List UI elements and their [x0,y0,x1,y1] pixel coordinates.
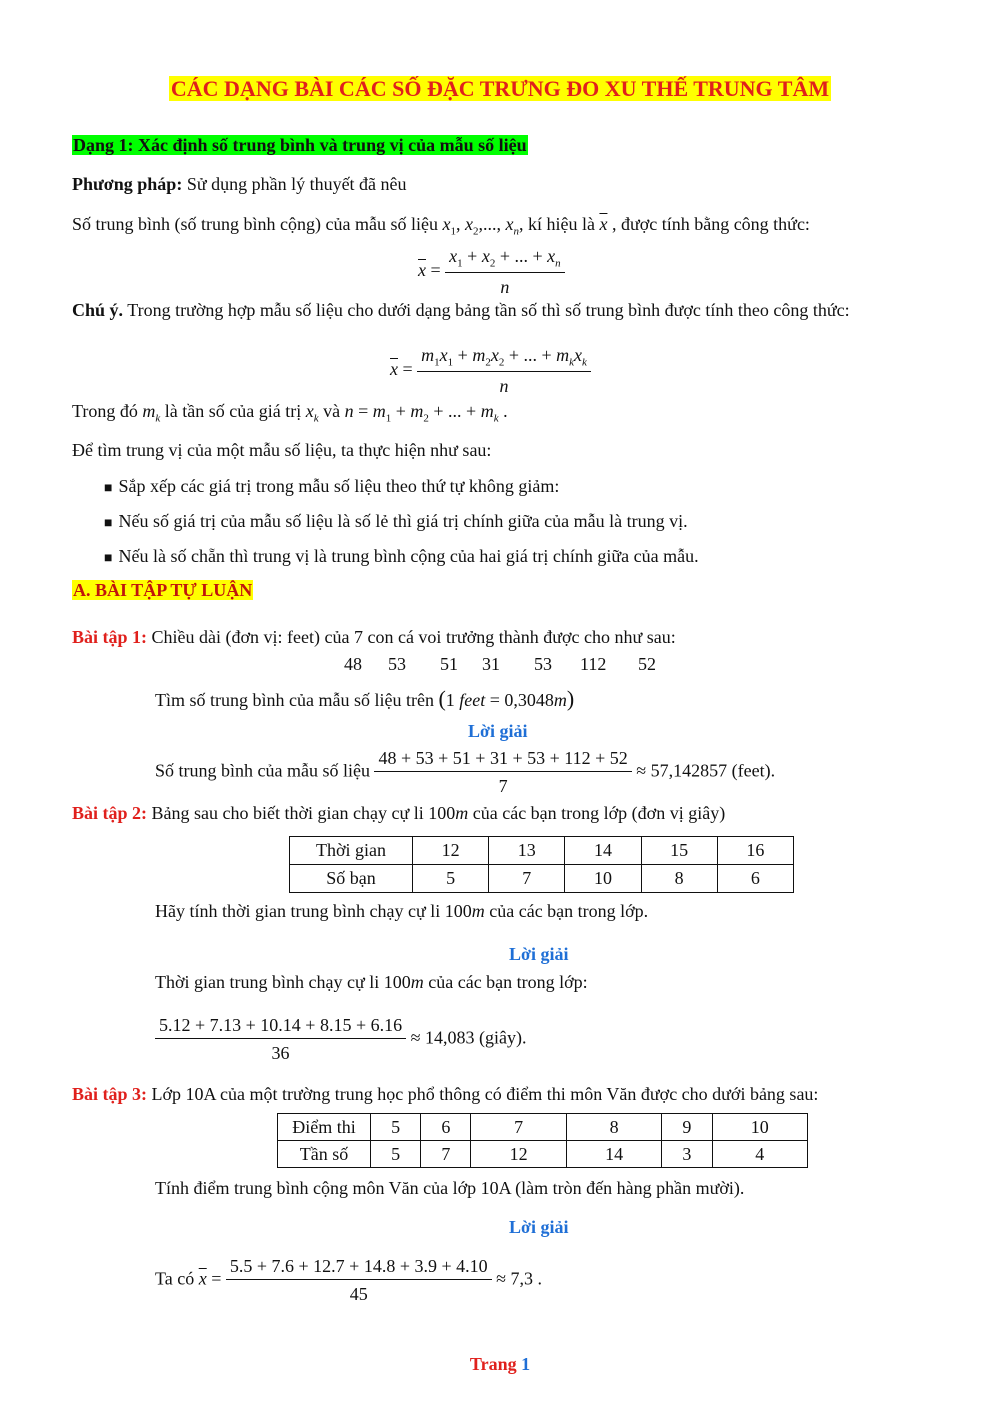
table-cell: 12 [471,1141,566,1168]
exercise-3-question: Tính điểm trung bình cộng môn Văn của lớp 10A (làm tròn đến hàng phần mười). [155,1178,745,1198]
table-cell: 5 [413,865,489,893]
table-cell: Số bạn [290,865,413,893]
table-cell: 14 [565,837,641,865]
table-cell: 5 [371,1141,421,1168]
method-line: Phương pháp: Sử dụng phần lý thuyết đã nêu [72,174,407,194]
page-number: Trang 1 [469,1354,531,1374]
table-cell: 12 [413,837,489,865]
page-title: CÁC DẠNG BÀI CÁC SỐ ĐẶC TRƯNG ĐO XU THẾ TRUNG TÂM [170,76,830,101]
table-cell: 15 [641,837,717,865]
table-cell: 8 [566,1114,661,1141]
median-intro: Để tìm trung vị của một mẫu số liệu, ta thực hiện như sau: [72,440,492,460]
section-heading-a: A. BÀI TẬP TỰ LUẬN [73,580,253,600]
weighted-mean-formula: $\overline{x}$ = $\frac{m_1x_1 + m_2x_2 + ... + m_kx_k}{n}$ [390,345,591,397]
exercise-2-answer-intro: Thời gian trung bình chạy cự li 100m của các bạn trong lớp: [155,972,588,992]
table-cell: 14 [566,1141,661,1168]
mean-definition: Số trung bình (số trung bình cộng) của mẫu số liệu $x_1$, $x_2$,..., $x_n$, kí hiệu là $\overline{x}$ , được tính bằng công thức: [72,214,810,238]
table-cell: 16 [717,837,793,865]
table-cell: 10 [712,1114,808,1141]
exercise-1-values: 48 53 51 31 53 112 52 [344,654,656,674]
exercise-1-answer: Số trung bình của mẫu số liệu $\frac{48 + 53 + 51 + 31 + 53 + 112 + 52}{7}$ ≈ 57,142857 (feet). [155,748,776,796]
table-cell: 6 [421,1114,471,1141]
table-cell: 7 [489,865,565,893]
table-cell: 9 [662,1114,712,1141]
list-item: ■ Sắp xếp các giá trị trong mẫu số liệu theo thứ tự không giảm: [104,476,560,496]
table-cell: 7 [471,1114,566,1141]
time-frequency-table [289,836,794,893]
exercise-1-text: Bài tập 1: Chiều dài (đơn vị: feet) của 7 con cá voi trưởng thành được cho như sau: [72,627,676,647]
table-cell: 3 [662,1141,712,1168]
exercise-3-text: Bài tập 3: Lớp 10A của một trường trung học phổ thông có điểm thi môn Văn được cho dưới bảng sau: [72,1084,819,1104]
mean-formula: $\overline{x}$ = $\frac{x_1 + x_2 + ... + x_n}{n}$ [418,246,565,298]
table-cell: 10 [565,865,641,893]
table-cell: 8 [641,865,717,893]
table-cell: Thời gian [290,837,413,865]
table-cell: 5 [371,1114,421,1141]
table-cell: 7 [421,1141,471,1168]
solution-heading: Lời giải [509,944,569,964]
exercise-1-question: Tìm số trung bình của mẫu số liệu trên (1 feet = 0,3048m) [155,686,575,711]
where-line: Trong đó $m_k$ là tần số của giá trị $x_k$ và $n = m_1 + m_2$ + ... + $m_k$ . [72,401,508,425]
table-cell: Tần số [278,1141,371,1168]
table-cell: Điểm thi [278,1114,371,1141]
list-item: ■ Nếu số giá trị của mẫu số liệu là số lẻ thì giá trị chính giữa của mẫu là trung vị. [104,511,688,531]
exercise-2-text: Bài tập 2: Bảng sau cho biết thời gian chạy cự li 100m của các bạn trong lớp (đơn vị giây) [72,803,726,823]
table-cell: 4 [712,1141,808,1168]
list-item: ■ Nếu là số chẵn thì trung vị là trung bình cộng của hai giá trị chính giữa của mẫu. [104,546,699,566]
exercise-2-answer: $\frac{5.12 + 7.13 + 10.14 + 8.15 + 6.16}{36}$ ≈ 14,083 (giây). [155,1015,526,1064]
section-heading-dang1: Dạng 1: Xác định số trung bình và trung vị của mẫu số liệu [73,135,527,155]
solution-heading: Lời giải [468,721,528,741]
note-paragraph: Chú ý. Trong trường hợp mẫu số liệu cho dưới dạng bảng tần số thì số trung bình được tính theo công thức: [72,300,850,320]
exercise-2-question: Hãy tính thời gian trung bình chạy cự li 100m của các bạn trong lớp. [155,901,649,921]
table-cell: 6 [717,865,793,893]
table-cell: 13 [489,837,565,865]
solution-heading: Lời giải [509,1217,569,1237]
score-frequency-table [277,1113,808,1168]
exercise-3-answer: Ta có $\overline{x}$ = $\frac{5.5 + 7.6 + 12.7 + 14.8 + 3.9 + 4.10}{45}$ ≈ 7,3 . [155,1256,543,1304]
